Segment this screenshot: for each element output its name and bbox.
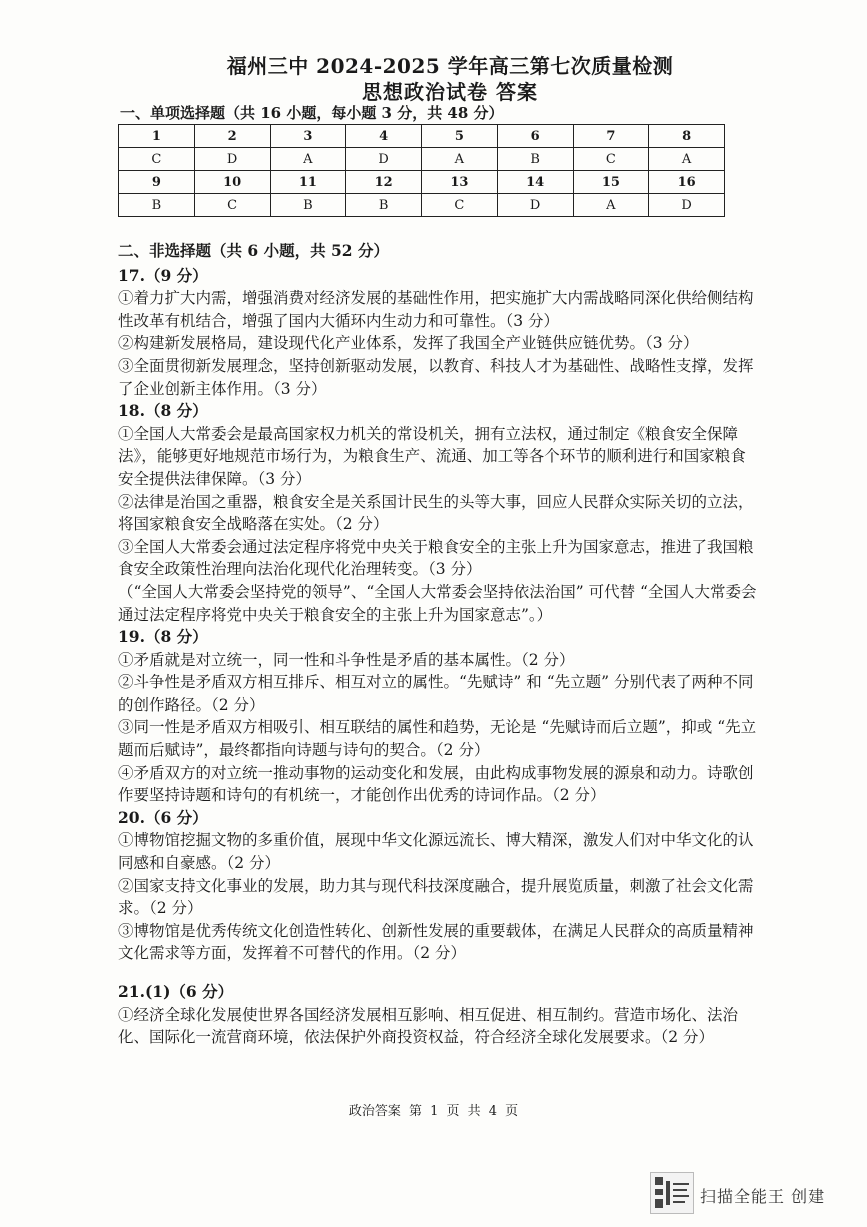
table-cell: 1: [119, 125, 195, 148]
answer-item: ③同一性是矛盾双方相吸引、相互联结的属性和趋势，无论是 “先赋诗而后立题”，抑或 “先立题而后赋诗”，最终都指向诗题与诗句的契合。（2 分）: [118, 718, 757, 760]
table-cell: A: [270, 148, 346, 171]
table-cell: 8: [649, 125, 725, 148]
answer-item: ①矛盾就是对立统一，同一性和斗争性是矛盾的基本属性。（2 分）: [118, 650, 575, 669]
table-cell: 2: [194, 125, 270, 148]
table-cell: B: [497, 148, 573, 171]
table-cell: B: [119, 194, 195, 217]
table-cell: 14: [497, 171, 573, 194]
answer-item: ④矛盾双方的对立统一推动事物的运动变化和发展，由此构成事物发展的源泉和动力。诗歌创作要坚持诗题和诗句的有机统一，才能创作出优秀的诗词作品。（2 分）: [118, 763, 754, 805]
answer-table: [118, 124, 725, 217]
answer-note: （“全国人大常委会坚持党的领导”、“全国人大常委会坚持依法治国” 可代替 “全国人大常委会通过法定程序将党中央关于粮食安全的主张上升为国家意志”。）: [118, 582, 757, 624]
answer-item: ②斗争性是矛盾双方相互排斥、相互对立的属性。“先赋诗” 和 “先立题” 分别代表了两种不同的创作路径。（2 分）: [118, 673, 754, 714]
answer-item: ①博物馆挖掘文物的多重价值，展现中华文化源远流长、博大精深，激发人们对中华文化的认同感和自豪感。（2 分）: [118, 831, 754, 873]
question-heading: 19.（8 分）: [118, 627, 208, 647]
table-cell: 7: [573, 125, 649, 148]
table-cell: 3: [270, 125, 346, 148]
table-cell: D: [497, 194, 573, 217]
table-cell: C: [422, 194, 498, 217]
question-heading: 20.（6 分）: [118, 807, 208, 827]
table-cell: D: [194, 148, 270, 171]
table-row: [119, 171, 725, 194]
answer-item: ①经济全球化发展使世界各国经济发展相互影响、相互促进、相互制约。营造市场化、法治化、国际化一流营商环境，依法保护外商投资权益，符合经济全球化发展要求。（2 分）: [118, 1005, 739, 1047]
table-cell: C: [194, 194, 270, 217]
table-cell: 13: [422, 171, 498, 194]
table-cell: A: [649, 148, 725, 171]
answer-item: ②法律是治国之重器，粮食安全是关系国计民生的头等大事，回应人民群众实际关切的立法，将国家粮食安全战略落在实处。（2 分）: [118, 492, 754, 534]
answer-item: ③全面贯彻新发展理念，坚持创新驱动发展，以教育、科技人才为基础性、战略性支撑，发挥了企业创新主体作用。（3 分）: [118, 356, 754, 398]
table-cell: 5: [422, 125, 498, 148]
watermark-text: 扫描全能王 创建: [700, 1187, 826, 1206]
answer-item: ①着力扩大内需，增强消费对经济发展的基础性作用，把实施扩大内需战略同深化供给侧结构性改革有机结合，增强了国内大循环内生动力和可靠性。（3 分）: [118, 289, 754, 330]
table-cell: C: [573, 148, 649, 171]
table-cell: A: [422, 148, 498, 171]
table-row: [119, 148, 725, 171]
table-cell: C: [119, 148, 195, 171]
answer-body: [118, 240, 758, 1049]
question-heading: 17.（9 分）: [118, 265, 208, 285]
table-cell: B: [270, 194, 346, 217]
table-cell: 10: [194, 171, 270, 194]
question-heading: 18.（8 分）: [118, 401, 208, 421]
table-cell: 15: [573, 171, 649, 194]
answer-item: ①全国人大常委会是最高国家权力机关的常设机关，拥有立法权，通过制定《粮食安全保障法》，能够更好地规范市场行为，为粮食生产、流通、加工等各个环节的顺利进行和国家粮食安全提供法律保障。（3 分）: [118, 424, 746, 488]
table-cell: 6: [497, 125, 573, 148]
table-cell: D: [346, 148, 422, 171]
answer-item: ③全国人大常委会通过法定程序将党中央关于粮食安全的主张上升为国家意志，推进了我国粮食安全政策性治理向法治化现代化治理转变。（3 分）: [118, 537, 754, 579]
page-footer: 政治答案 第 1 页 共 4 页: [348, 1104, 519, 1119]
answer-item: ②构建新发展格局，建设现代化产业体系，发挥了我国全产业链供应链优势。（3 分）: [118, 334, 699, 353]
section1-heading: 一、单项选择题（共 16 小题，每小题 3 分，共 48 分）: [120, 104, 504, 122]
table-cell: 11: [270, 171, 346, 194]
camscanner-logo-icon: [650, 1172, 694, 1214]
section2-heading: 二、非选择题（共 6 小题，共 52 分）: [118, 241, 389, 260]
table-cell: 9: [119, 171, 195, 194]
answer-item: ②国家支持文化事业的发展，助力其与现代科技深度融合，提升展览质量，刺激了社会文化需求。（2 分）: [118, 876, 754, 918]
table-cell: D: [649, 194, 725, 217]
page-title: 福州三中 2024-2025 学年高三第七次质量检测: [226, 54, 674, 78]
spacer: [118, 965, 758, 981]
page-subtitle: 思想政治试卷 答案: [362, 80, 538, 104]
table-cell: 16: [649, 171, 725, 194]
table-cell: B: [346, 194, 422, 217]
table-cell: A: [573, 194, 649, 217]
table-cell: 12: [346, 171, 422, 194]
table-cell: 4: [346, 125, 422, 148]
question-heading: 21.(1)（6 分）: [118, 982, 234, 1001]
answer-item: ③博物馆是优秀传统文化创造性转化、创新性发展的重要载体，在满足人民群众的高质量精神文化需求等方面，发挥着不可替代的作用。（2 分）: [118, 921, 754, 963]
table-row: [119, 194, 725, 217]
table-row: [119, 125, 725, 148]
